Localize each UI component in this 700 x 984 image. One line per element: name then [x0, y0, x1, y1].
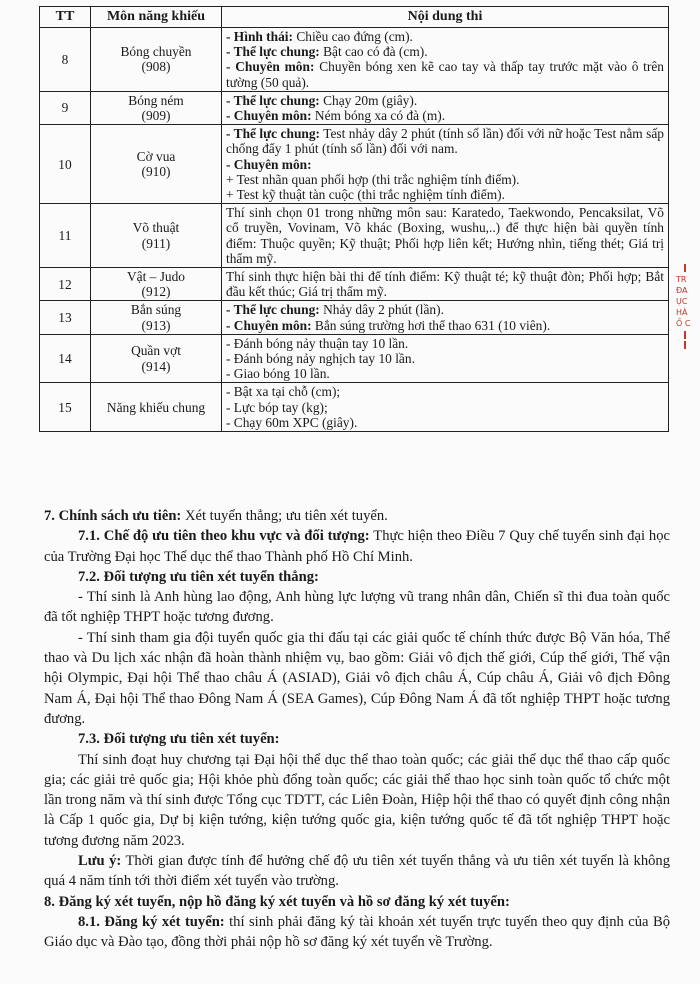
content-text: + Test nhãn quan phối hợp (thi trắc nghiệm tính điểm).: [226, 171, 520, 187]
content-cell: [222, 383, 669, 432]
content-text: Thí sinh chọn 01 trong những môn sau: Karatedo, Taekwondo, Pencaksilat, Võ cổ truyền, Vovinam, Võ khác (Boxing, wushu,..) để thực hiện bài quyền tính điểm: Thuộc quyền; Kỹ thuật; Phối hợp liên kết; Hướng nhìn, tiếng thét; Giá trị thẩm mỹ.: [226, 205, 664, 266]
content-line: [226, 205, 664, 266]
content-line: [226, 415, 664, 430]
content-label: - Thể lực chung:: [226, 302, 320, 318]
stamp-text-2: ĐA: [676, 286, 688, 295]
row-number: 14: [40, 334, 91, 383]
subject-name: Cờ vua: [136, 149, 176, 165]
subject-cell: [91, 204, 222, 268]
content-text: Bắn súng trường hơi thể thao 631 (10 viên).: [311, 317, 551, 333]
subject-cell: [91, 91, 222, 124]
content-label: - Thể lực chung:: [226, 126, 320, 142]
subject-code: (908): [141, 59, 171, 75]
subject-name: Bóng ném: [128, 92, 184, 108]
subject-code: (909): [141, 108, 171, 124]
content-label: - Thể lực chung:: [226, 44, 320, 60]
subject-name: Bóng chuyền: [120, 44, 192, 60]
header-subject: Môn năng khiếu: [91, 7, 222, 28]
content-label: - Chuyên môn:: [226, 108, 312, 124]
content-line: [226, 187, 664, 202]
row-number: 13: [40, 301, 91, 334]
row-number: 10: [40, 125, 91, 204]
section-7-2-p2: - Thí sinh tham gia đội tuyển quốc gia thi đấu tại các giải quốc tế chính thức được Bộ Văn hóa, Thể thao và Du lịch xác nhận đã hoàn thành nhiệm vụ, bao gồm: Giải vô địch thế giới, Cúp thế giới, Thế vận hội Olympic, Đại hội Thể thao châu Á (ASIAD), Giải vô địch châu Á, Cúp châu Á, Giải vô địch Đông Nam Á, Đại hội Thể thao Đông Nam Á (SEA Games), Cúp Đông Nam Á đã tốt nghiệp THPT hoặc tương đương.: [44, 629, 670, 727]
content-cell: [222, 125, 669, 204]
section-7-1: [44, 526, 670, 567]
section-7-2-p1: - Thí sinh là Anh hùng lao động, Anh hùng lực lượng vũ trang nhân dân, Chiến sĩ thi đua toàn quốc đã tốt nghiệp THPT hoặc tương đương.: [44, 589, 670, 626]
content-text: Chạy 20m (giây).: [319, 92, 418, 108]
note-text: Thời gian được tính để hưởng chế độ ưu tiên xét tuyển thẳng và ưu tiên xét tuyển là không quá 4 năm tính tới thời điểm xét tuyển vào trường.: [44, 853, 671, 890]
content-text: - Giao bóng 10 lần.: [226, 366, 330, 382]
table-row: [40, 91, 669, 124]
content-text: - Chạy 60m XPC (giây).: [226, 414, 358, 430]
table-body: [40, 28, 669, 432]
section-7-3-title: 7.3. Đối tượng ưu tiên xét tuyển:: [78, 731, 280, 748]
content-text: Thí sinh thực hiện bài thi để tính điểm: Kỹ thuật té; kỹ thuật đòn; Phối hợp; Bắt đầu kết thúc; Giá trị thẩm mỹ.: [226, 269, 664, 300]
stamp-text-4: HÀ: [676, 308, 688, 317]
stamp-text-1: TR: [676, 275, 687, 284]
subject-name: Năng khiếu chung: [106, 399, 206, 415]
row-number: 8: [40, 28, 91, 92]
section-7-1-text: Thực hiện theo Điều 7 Quy chế tuyển sinh đại học của Trường Đại học Thể dục thể thao Thành phố Hồ Chí Minh.: [44, 528, 670, 565]
policy-text: [44, 506, 670, 953]
subject-cell: [91, 28, 222, 92]
row-number: 15: [40, 383, 91, 432]
header-content: Nội dung thi: [222, 7, 669, 28]
section-8-heading: 8. Đăng ký xét tuyển, nộp hồ đăng ký xét tuyển và hồ sơ đăng ký xét tuyển:: [44, 893, 510, 910]
subject-cell: [91, 301, 222, 334]
section-7-2-heading: [44, 567, 670, 587]
content-label: - Thể lực chung:: [226, 92, 320, 108]
section-7-3-p1: Thí sinh đoạt huy chương tại Đại hội thể dục thể thao toàn quốc; các giải thể dục thể thao cấp quốc gia; các giải trẻ quốc gia; Hội khỏe phù đổng toàn quốc; các giải thể thao học sinh toàn quốc tổ chức một lần trong năm và thí sinh được Tổng cục TDTT, các Liên Đoàn, Hiệp hội thể thao có quyết định công nhận là Cấp 1 quốc gia, Dự bị kiện tướng, kiện tướng quốc gia, kiện tướng quốc tế đã tốt nghiệp THPT hoặc tương đương năm 2023.: [44, 751, 670, 849]
content-line: [226, 172, 664, 187]
content-line: [226, 366, 664, 381]
section-8-1-text: thí sinh phải đăng ký tài khoản xét tuyển trực tuyến theo quy định của Bộ Giáo dục và Đào tạo, đồng thời phải nộp hồ sơ đăng ký xét tuyển về Trường.: [44, 913, 670, 951]
note-heading: Lưu ý:: [78, 853, 122, 870]
section-7-2-title: 7.2. Đối tượng ưu tiên xét tuyển thẳng:: [78, 568, 319, 585]
subject-cell: [91, 334, 222, 383]
content-line: [226, 108, 664, 123]
header-tt: TT: [40, 7, 91, 28]
content-cell: [222, 268, 669, 301]
table-row: [40, 204, 669, 268]
subject-cell: [91, 268, 222, 301]
content-label: - Chuyên môn:: [226, 59, 315, 75]
stamp-text-3: ỤC: [676, 297, 688, 306]
subject-code: (914): [141, 358, 171, 374]
content-line: [226, 157, 664, 172]
table-row: [40, 383, 669, 432]
content-label: - Hình thái:: [226, 29, 293, 44]
table-row: [40, 268, 669, 301]
content-line: [226, 302, 664, 317]
subject-code: (911): [141, 235, 171, 251]
subject-cell: [91, 125, 222, 204]
subject-name: Quần vợt: [131, 343, 181, 359]
subject-code: (913): [141, 317, 171, 333]
content-text: - Đánh bóng nảy thuận tay 10 lần.: [226, 335, 409, 351]
content-cell: [222, 334, 669, 383]
table-row: [40, 125, 669, 204]
content-cell: [222, 28, 669, 92]
red-stamp-edge: [676, 262, 698, 402]
subject-name: Võ thuật: [132, 220, 180, 236]
content-text: - Bật xa tại chỗ (cm);: [226, 384, 341, 400]
section-8-1: [44, 912, 670, 953]
content-line: [226, 93, 664, 108]
subject-code: (910): [141, 164, 171, 180]
content-line: [226, 318, 664, 333]
note-paragraph: [44, 851, 670, 892]
content-text: Chuyền bóng xen kẽ cao tay và thấp tay trước mặt vào ô trên tường (50 quả).: [226, 59, 665, 90]
section-7-3-heading: [44, 729, 670, 749]
content-cell: [222, 91, 669, 124]
aptitude-test-table: [39, 6, 669, 432]
content-text: Bật cao có đà (cm).: [319, 44, 428, 60]
content-text: + Test kỹ thuật tàn cuộc (thi trắc nghiệm tính điểm).: [226, 187, 505, 203]
content-line: [226, 269, 664, 299]
section-8: [44, 892, 670, 912]
table-row: [40, 301, 669, 334]
content-text: - Lực bóp tay (kg);: [226, 399, 328, 415]
content-line: [226, 336, 664, 351]
row-number: 9: [40, 91, 91, 124]
content-line: [226, 351, 664, 366]
table-row: [40, 334, 669, 383]
content-text: Chiều cao đứng (cm).: [292, 29, 413, 44]
section-7-text: Xét tuyển thẳng; ưu tiên xét tuyển.: [181, 508, 388, 524]
section-7: [44, 506, 670, 526]
row-number: 11: [40, 204, 91, 268]
content-line: [226, 59, 664, 89]
content-text: Ném bóng xa có đà (m).: [311, 108, 446, 124]
content-line: [226, 29, 664, 44]
row-number: 12: [40, 268, 91, 301]
content-cell: [222, 204, 669, 268]
content-text: Nhảy dây 2 phút (lần).: [319, 302, 444, 318]
content-text: Test nhảy dây 2 phút (tính số lần) đối với nữ hoặc Test nằm sấp chống đẩy 1 phút (tính số lần) đối với nam.: [226, 126, 664, 157]
content-label: - Chuyên môn:: [226, 317, 312, 333]
subject-cell: [91, 383, 222, 432]
content-text: - Đánh bóng nảy nghịch tay 10 lần.: [226, 351, 415, 367]
section-7-1-heading: 7.1. Chế độ ưu tiên theo khu vực và đối tượng:: [78, 528, 370, 545]
stamp-text-5: Ồ C: [676, 319, 691, 328]
subject-name: Vật – Judo: [126, 269, 186, 285]
table-header-row: [40, 7, 669, 28]
content-line: [226, 126, 664, 156]
table-row: [40, 28, 669, 92]
content-line: [226, 400, 664, 415]
content-line: [226, 44, 664, 59]
content-cell: [222, 301, 669, 334]
content-line: [226, 384, 664, 399]
section-8-1-heading: 8.1. Đăng ký xét tuyển:: [78, 913, 225, 930]
content-label: - Chuyên môn:: [226, 156, 312, 172]
section-7-heading: 7. Chính sách ưu tiên:: [44, 508, 182, 524]
subject-code: (912): [141, 284, 171, 300]
subject-name: Bắn súng: [130, 302, 182, 318]
